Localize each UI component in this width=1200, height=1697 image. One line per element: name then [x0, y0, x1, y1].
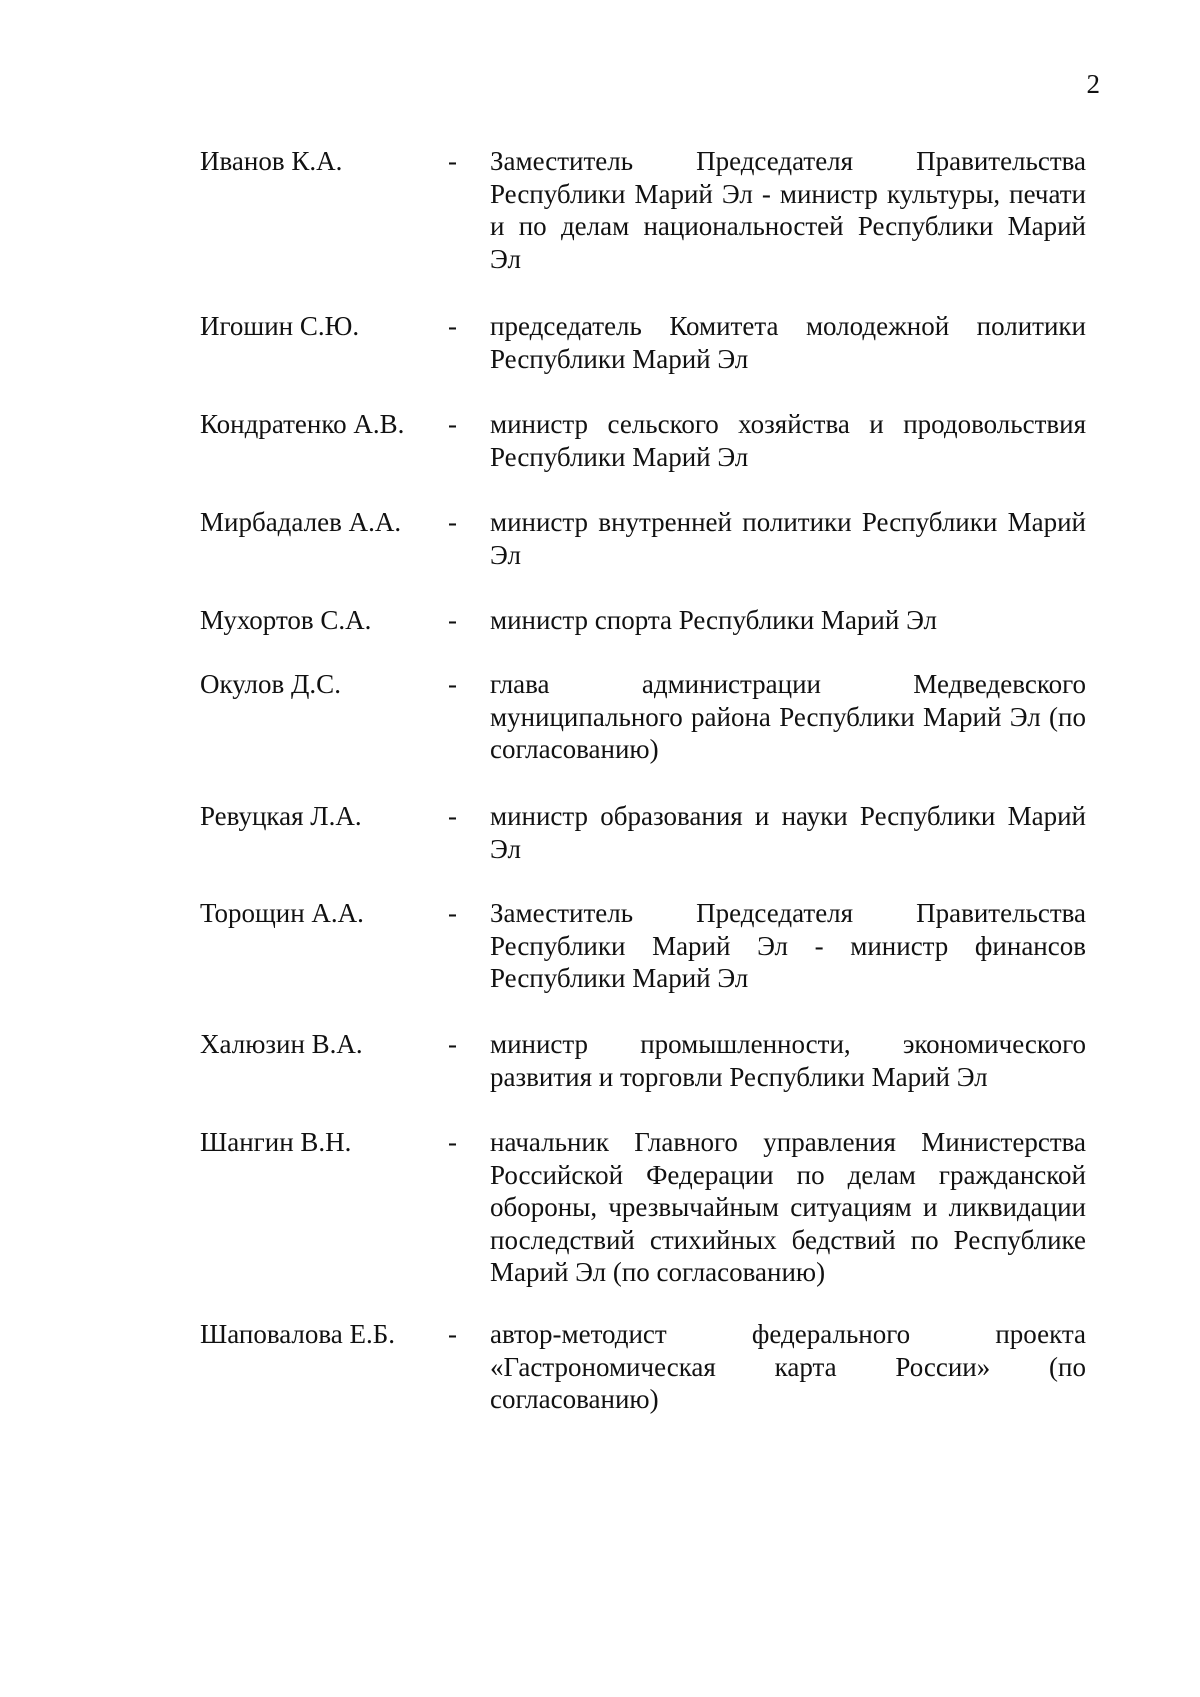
member-name: Мирбадалев А.А. [200, 507, 402, 537]
member-role: министр сельского хозяйства и продовольствия Республики Марий Эл [490, 409, 1086, 472]
member-dash: - [448, 507, 457, 537]
member-name: Мухортов С.А. [200, 605, 372, 635]
member-dash: - [448, 801, 457, 831]
member-dash: - [448, 1319, 457, 1349]
member-role: начальник Главного управления Министерства Российской Федерации по делам гражданской обороны, чрезвычайным ситуациям и ликвидации последствий стихийных бедствий по Республике Марий Эл (по согласованию) [490, 1127, 1086, 1287]
member-name: Шангин В.Н. [200, 1127, 352, 1157]
member-role: председатель Комитета молодежной политики Республики Марий Эл [490, 311, 1086, 374]
member-dash: - [448, 898, 457, 928]
member-name: Окулов Д.С. [200, 669, 341, 699]
page-number: 2 [1086, 69, 1100, 99]
member-role: министр внутренней политики Республики Марий Эл [490, 507, 1086, 570]
member-dash: - [448, 605, 457, 635]
member-name: Кондратенко А.В. [200, 409, 405, 439]
member-dash: - [448, 1029, 457, 1059]
member-name: Шаповалова Е.Б. [200, 1319, 396, 1349]
member-dash: - [448, 1127, 457, 1157]
member-role: Заместитель Председателя Правительства Республики Марий Эл - министр культуры, печати и по делам национальностей Республики Марий Эл [490, 146, 1086, 274]
member-role: министр промышленности, экономического развития и торговли Республики Марий Эл [490, 1029, 1086, 1092]
member-role: глава администрации Медведевского муниципального района Республики Марий Эл (по согласованию) [490, 669, 1086, 764]
member-name: Ревуцкая Л.А. [200, 801, 362, 831]
member-name: Халюзин В.А. [200, 1029, 363, 1059]
member-name: Торощин А.А. [200, 898, 364, 928]
member-name: Игошин С.Ю. [200, 311, 360, 341]
member-dash: - [448, 146, 457, 176]
member-dash: - [448, 311, 457, 341]
member-dash: - [448, 409, 457, 439]
member-role: министр спорта Республики Марий Эл [490, 605, 938, 635]
member-role: автор-методист федерального проекта «Гастрономическая карта России» (по согласованию) [490, 1319, 1086, 1414]
member-role: министр образования и науки Республики Марий Эл [490, 801, 1086, 864]
member-dash: - [448, 669, 457, 699]
member-role: Заместитель Председателя Правительства Республики Марий Эл - министр финансов Республики Марий Эл [490, 898, 1086, 993]
member-name: Иванов К.А. [200, 146, 343, 176]
